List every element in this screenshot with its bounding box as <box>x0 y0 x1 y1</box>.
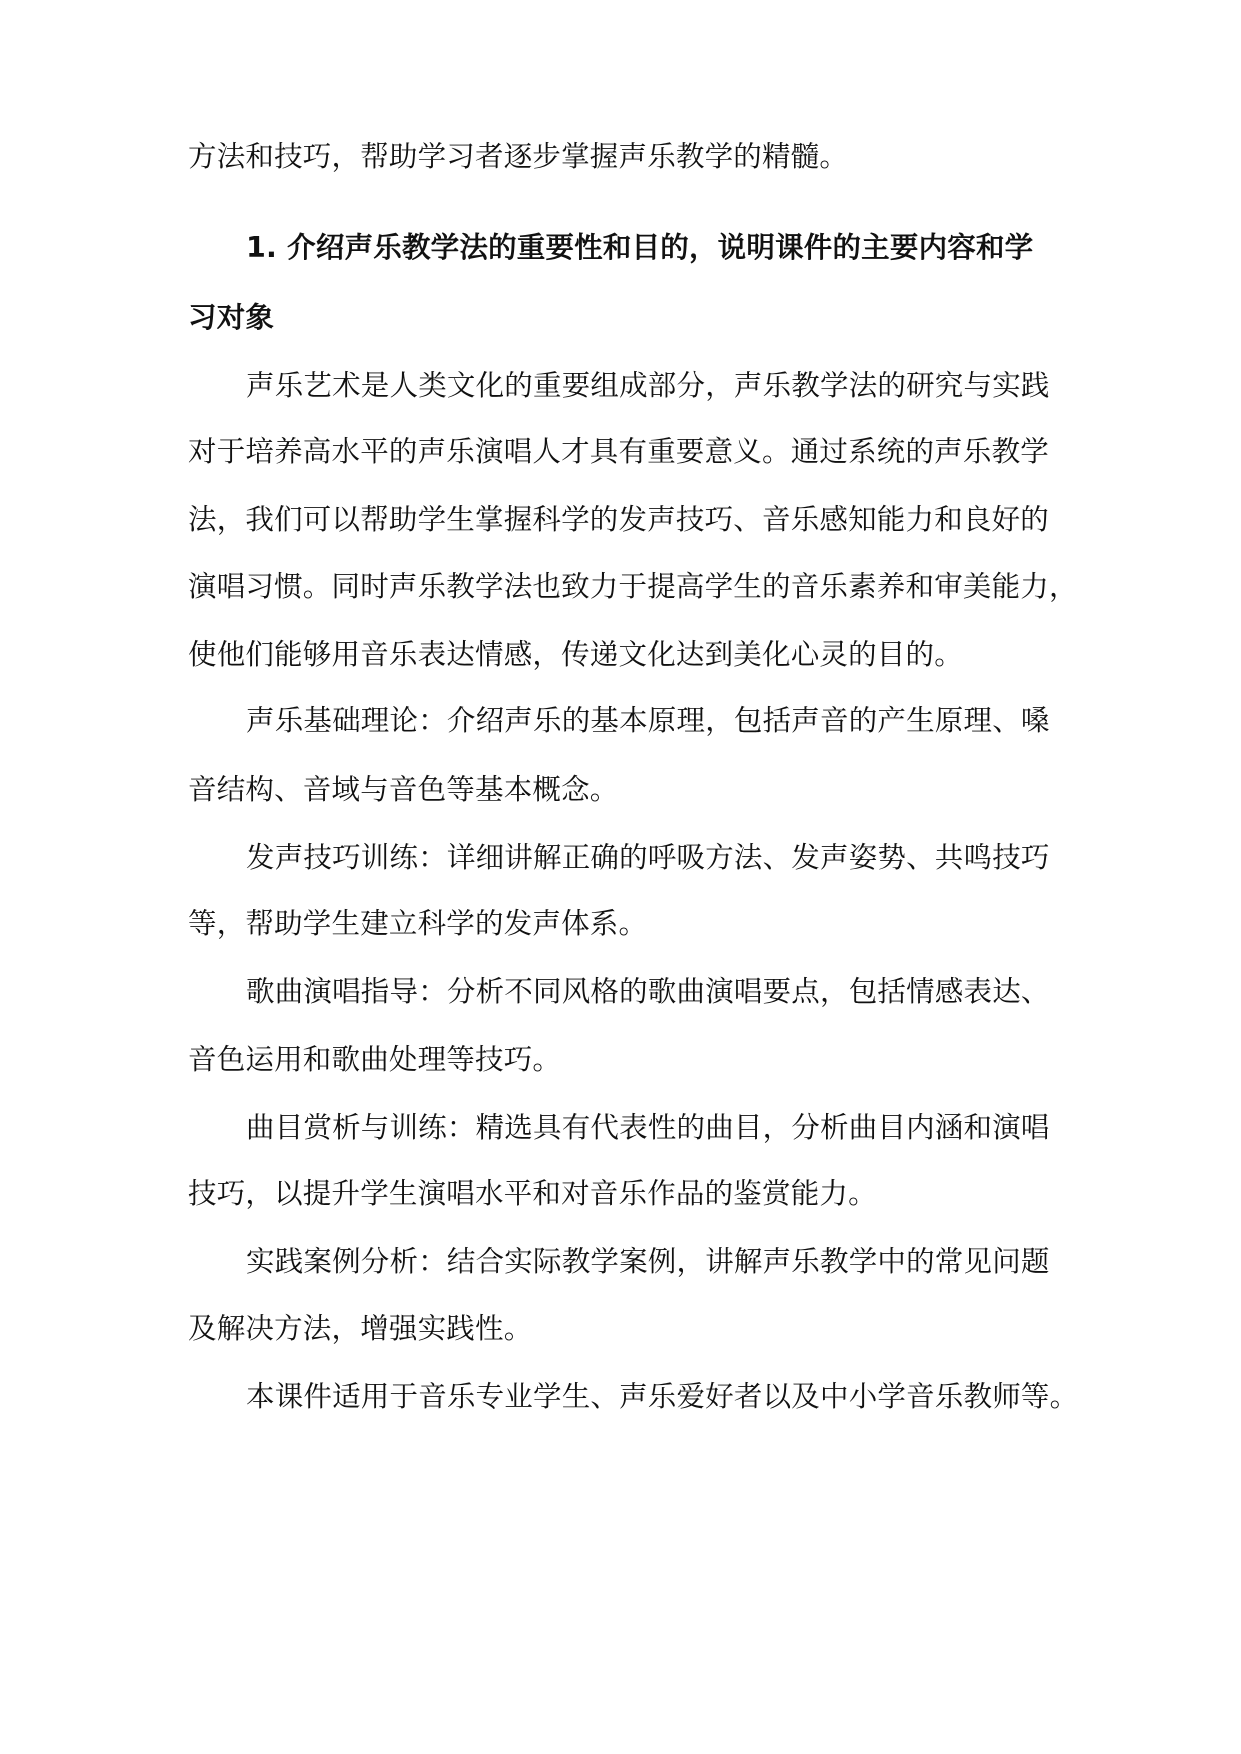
closing-line: 本课件适用于音乐专业学生、声乐爱好者以及中小学音乐教师等。 <box>246 1380 1079 1413</box>
topic-repertoire-line-2: 技巧，以提升学生演唱水平和对音乐作品的鉴赏能力。 <box>188 1177 877 1210</box>
topic-case-analysis-line-2: 及解决方法，增强实践性。 <box>188 1312 533 1345</box>
topic-vocal-technique-line-2: 等，帮助学生建立科学的发声体系。 <box>188 907 648 940</box>
topic-song-guidance-line-1: 歌曲演唱指导：分析不同风格的歌曲演唱要点，包括情感表达、 <box>246 975 1050 1008</box>
topic-basic-theory-line-1: 声乐基础理论：介绍声乐的基本原理，包括声音的产生原理、嗓 <box>246 704 1050 737</box>
topic-vocal-technique-line-1: 发声技巧训练：详细讲解正确的呼吸方法、发声姿势、共鸣技巧 <box>246 841 1050 874</box>
section-heading-line-2: 习对象 <box>188 301 275 334</box>
section-heading-line-1: 1. 介绍声乐教学法的重要性和目的，说明课件的主要内容和学 <box>246 231 1034 264</box>
paragraph-line: 声乐艺术是人类文化的重要组成部分，声乐教学法的研究与实践 <box>246 369 1050 402</box>
topic-basic-theory-line-2: 音结构、音域与音色等基本概念。 <box>188 773 619 806</box>
paragraph-line: 法，我们可以帮助学生掌握科学的发声技巧、音乐感知能力和良好的 <box>188 503 1050 536</box>
paragraph-line: 对于培养高水平的声乐演唱人才具有重要意义。通过系统的声乐教学 <box>188 435 1050 468</box>
intro-line: 方法和技巧，帮助学习者逐步掌握声乐教学的精髓。 <box>188 140 849 173</box>
topic-case-analysis-line-1: 实践案例分析：结合实际教学案例，讲解声乐教学中的常见问题 <box>246 1245 1050 1278</box>
topic-repertoire-line-1: 曲目赏析与训练：精选具有代表性的曲目，分析曲目内涵和演唱 <box>246 1111 1050 1144</box>
paragraph-line: 使他们能够用音乐表达情感，传递文化达到美化心灵的目的。 <box>188 638 963 671</box>
paragraph-line: 演唱习惯。同时声乐教学法也致力于提高学生的音乐素养和审美能力， <box>188 570 1078 603</box>
topic-song-guidance-line-2: 音色运用和歌曲处理等技巧。 <box>188 1043 562 1076</box>
